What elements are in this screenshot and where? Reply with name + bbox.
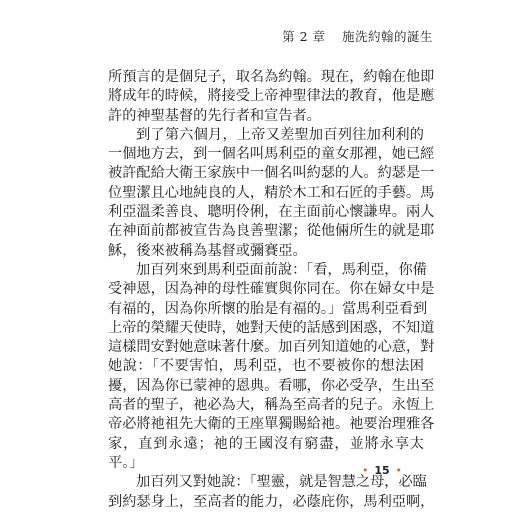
- paragraph: [108, 126, 435, 261]
- text-line: 被許配給大衛王家族中一個名叫約瑟的人。約瑟是一: [108, 165, 435, 182]
- folio-dot-right: •: [395, 464, 402, 477]
- running-header: [282, 27, 433, 45]
- text-line: 她說：「不要害怕，馬利亞，也不要被你的想法困: [108, 358, 424, 375]
- chapter-number: 第 2 章: [282, 29, 326, 44]
- text-line: 一個地方去，到一個名叫馬利亞的童女那裡，她已經: [108, 146, 435, 163]
- text-line: 高者的聖子，祂必為大，稱為至高者的兒子。永恆上: [108, 397, 435, 414]
- text-line: 位聖潔且心地純良的人，精於木工和石匠的手藝。馬: [108, 184, 435, 201]
- text-line: 擾，因為你已蒙神的恩典。看哪，你必受孕，生出至: [108, 377, 435, 394]
- text-line: 許的神聖基督的先行者和宣告者。: [108, 107, 321, 124]
- paragraph: [108, 473, 435, 512]
- paragraph: [108, 261, 435, 473]
- text-line: 家，直到永遠；祂的王國沒有窮盡，並將永享太: [108, 435, 424, 452]
- text-line: 這樣問安對她意味著什麼。加百列知道她的心意，對: [108, 339, 435, 356]
- text-line: 利亞溫柔善良、聰明伶俐，在主面前心懷謙卑。兩人: [108, 204, 435, 221]
- body-text: [108, 68, 435, 512]
- text-line: 平。」: [108, 454, 144, 471]
- text-line: 穌，後來被稱為基督或彌賽亞。: [108, 242, 307, 259]
- text-line: 所預言的是個兒子，取名為約翰。現在，約翰在他即: [108, 69, 435, 85]
- text-line: 上帝的榮耀天使時，她對天使的話感到困惑，不知道: [108, 319, 435, 336]
- text-line: 將成年的時候，將接受上帝神聖律法的教育，他是應: [108, 88, 435, 105]
- text-line: 到約瑟身上，至高者的能力，必蔭庇你，馬利亞啊，: [108, 493, 435, 510]
- page-number: [360, 464, 404, 477]
- chapter-title: 施洗約翰的誕生: [341, 29, 433, 44]
- paragraph: [108, 68, 435, 126]
- folio-dot-left: •: [362, 464, 369, 477]
- text-line: 有福的，因為你所懷的胎是有福的。」當馬利亞看到: [108, 300, 428, 317]
- text-line: 到了第六個月，上帝又差聖加百列往加利利的: [136, 126, 424, 143]
- text-line: 加百列來到馬利亞面前說：「看，馬利亞，你備: [136, 261, 427, 278]
- text-line: 受神恩，因為神的母性確實與你同在。你在婦女中是: [108, 281, 435, 298]
- text-line: 加百列又對她說：「聖靈，就是智慧之母，必臨: [136, 474, 427, 491]
- text-line: 在神面前都被宣告為良善聖潔；從他倆所生的就是耶: [108, 223, 435, 240]
- page-number-value: 15: [374, 464, 390, 477]
- text-line: 帝必將祂祖先大衛的王座單獨賜給祂。祂要治理雅各: [108, 416, 435, 433]
